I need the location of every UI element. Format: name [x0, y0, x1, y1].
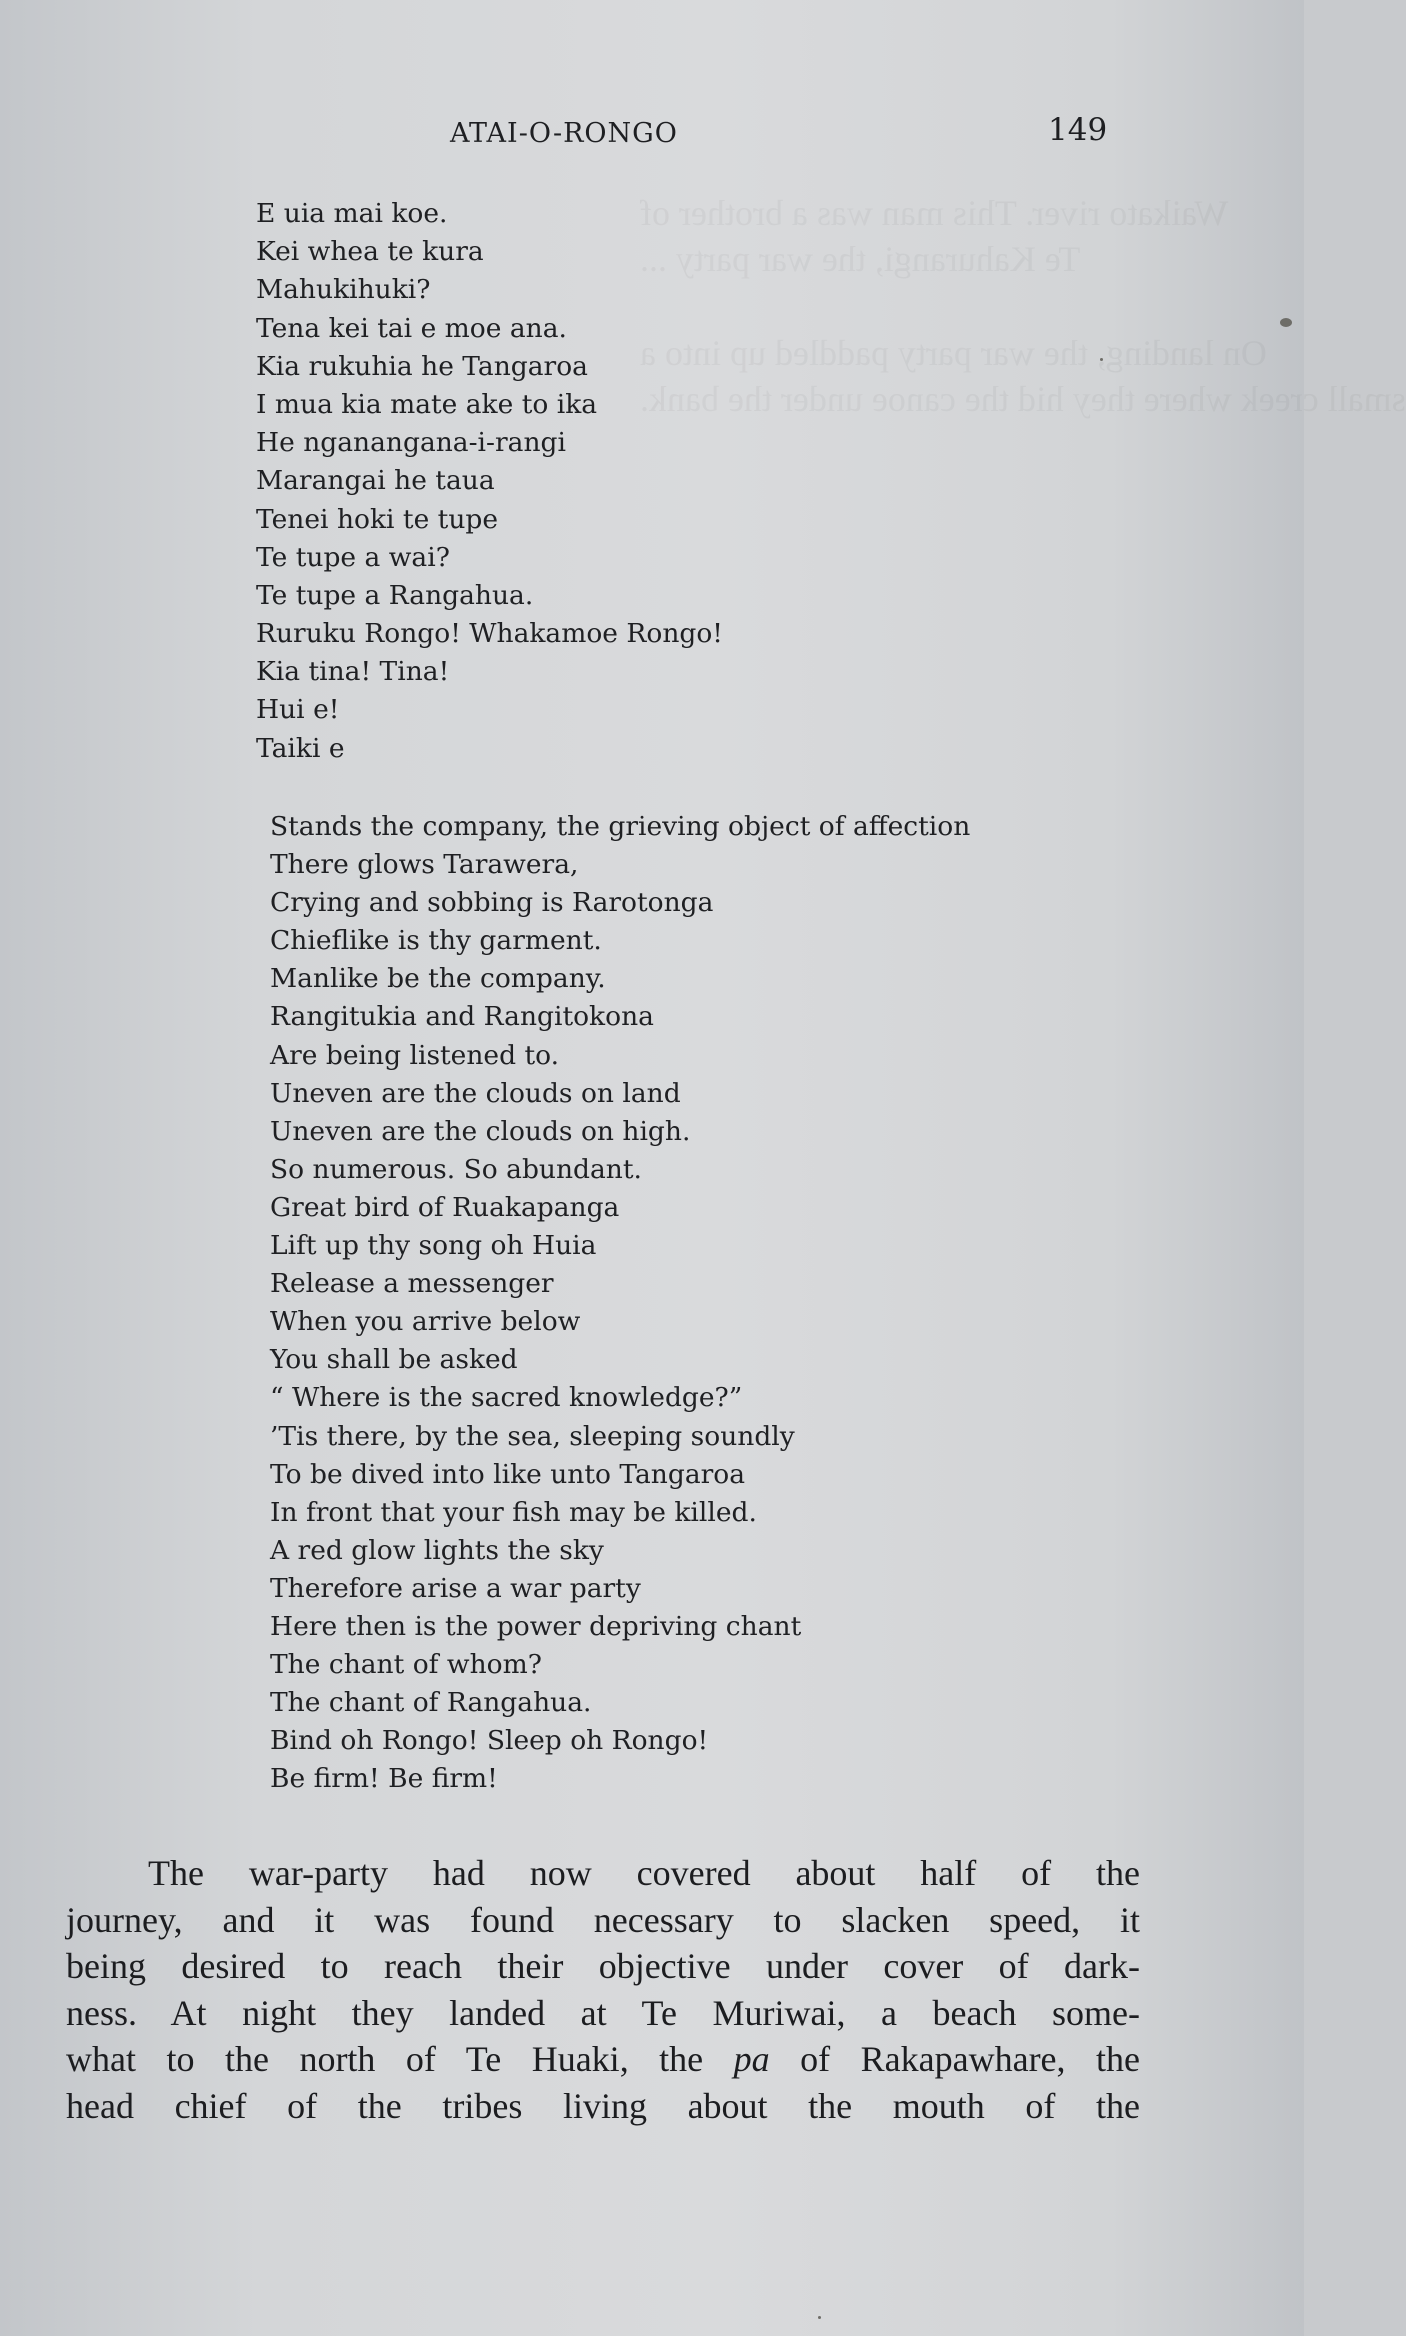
show-through-text: On landing, the war party paddled up into a [640, 333, 1267, 373]
chant-line: Mahukihuki? [256, 274, 431, 306]
translation-line: Release a messenger [270, 1268, 554, 1300]
chant-line: Te tupe a Rangahua. [256, 579, 534, 611]
translation-line: ’Tis there, by the sea, sleeping soundly [270, 1420, 795, 1452]
chant-line: Tena kei tai e moe ana. [256, 312, 567, 344]
chant-line: Kei whea te kura [256, 236, 484, 268]
translation-line: The chant of whom? [270, 1649, 542, 1681]
translation-line: A red glow lights the sky [270, 1534, 604, 1566]
translation-line: So numerous. So abundant. [270, 1153, 642, 1185]
translation-line: Here then is the power depriving chant [270, 1610, 802, 1642]
show-through-text: Te Kahurangi, the war party ... [640, 239, 1081, 279]
chant-line: Tenei hoki te tupe [256, 503, 499, 535]
running-title: ATAI-O-RONGO [450, 118, 678, 149]
translation-line: Stands the company, the grieving object of affection [270, 811, 971, 842]
translation-line: To be dived into like unto Tangaroa [270, 1458, 746, 1490]
paragraph-line: head chief of the tribes living about the mouth of the [66, 2085, 1140, 2126]
translation-line: In front that your fish may be killed. [270, 1496, 757, 1528]
paragraph-line: journey, and it was found necessary to slacken speed, it [66, 1899, 1140, 1940]
translation-line: There glows Tarawera, [270, 849, 579, 881]
translation-line: Therefore arise a war party [270, 1572, 641, 1604]
paper-speck [1100, 358, 1103, 361]
chant-line: Taiki e [256, 732, 345, 764]
body-paragraph [66, 1850, 1140, 2129]
paper-speck [1280, 318, 1292, 327]
maori-chant [256, 195, 723, 768]
translation-line: Crying and sobbing is Rarotonga [270, 887, 714, 919]
translation-line: Uneven are the clouds on land [270, 1077, 681, 1109]
translation-line: Bind oh Rongo! Sleep oh Rongo! [270, 1725, 709, 1757]
translation-line: When you arrive below [270, 1306, 581, 1338]
translation-line: You shall be asked [270, 1344, 518, 1376]
translation-line: The chant of Rangahua. [270, 1687, 592, 1719]
chant-line: Marangai he taua [256, 465, 495, 497]
translation-line: Uneven are the clouds on high. [270, 1115, 691, 1147]
translation-line: Manlike be the company. [270, 963, 606, 995]
translation-line: Are being listened to. [270, 1039, 560, 1071]
italic-term: pa [733, 2039, 770, 2079]
paragraph-line: ness. At night they landed at Te Muriwai, a beach some- [66, 1992, 1140, 2033]
translation-line: “ Where is the sacred knowledge?” [270, 1382, 743, 1414]
page-number: 149 [1048, 112, 1108, 148]
chant-line: Kia tina! Tina! [256, 656, 450, 688]
chant-line: Hui e! [256, 694, 340, 726]
line-text: of Rakapawhare, the [769, 2039, 1141, 2079]
paragraph-line [66, 2036, 1140, 2083]
chant-line: I mua kia mate ake to ika [256, 388, 598, 420]
translation-line: Chieflike is thy garment. [270, 925, 602, 957]
chant-line: Kia rukuhia he Tangaroa [256, 350, 588, 382]
page-header [0, 112, 1304, 162]
paper-speck [818, 2316, 821, 2319]
translation-line: Lift up thy song oh Huia [270, 1230, 597, 1262]
translation-line: Great bird of Ruakapanga [270, 1191, 620, 1223]
paragraph-line: The war-party had now covered about half of the [148, 1853, 1140, 1893]
chant-line: He nganangana-i-rangi [256, 427, 566, 459]
translation-line: Be firm! Be firm! [270, 1763, 498, 1795]
line-text: what to the north of Te Huaki, the [66, 2039, 734, 2079]
chant-line: Te tupe a wai? [256, 541, 450, 573]
english-translation [270, 808, 970, 1798]
show-through-text: small creek where they hid the canoe under the bank. [640, 379, 1406, 419]
chant-line: E uia mai koe. [256, 198, 448, 229]
paragraph-line: being desired to reach their objective under cover of dark- [66, 1946, 1140, 1986]
translation-line: Rangitukia and Rangitokona [270, 1001, 654, 1033]
chant-line: Ruruku Rongo! Whakamoe Rongo! [256, 618, 723, 650]
show-through-text: Waikato river. This man was a brother of [640, 193, 1229, 233]
